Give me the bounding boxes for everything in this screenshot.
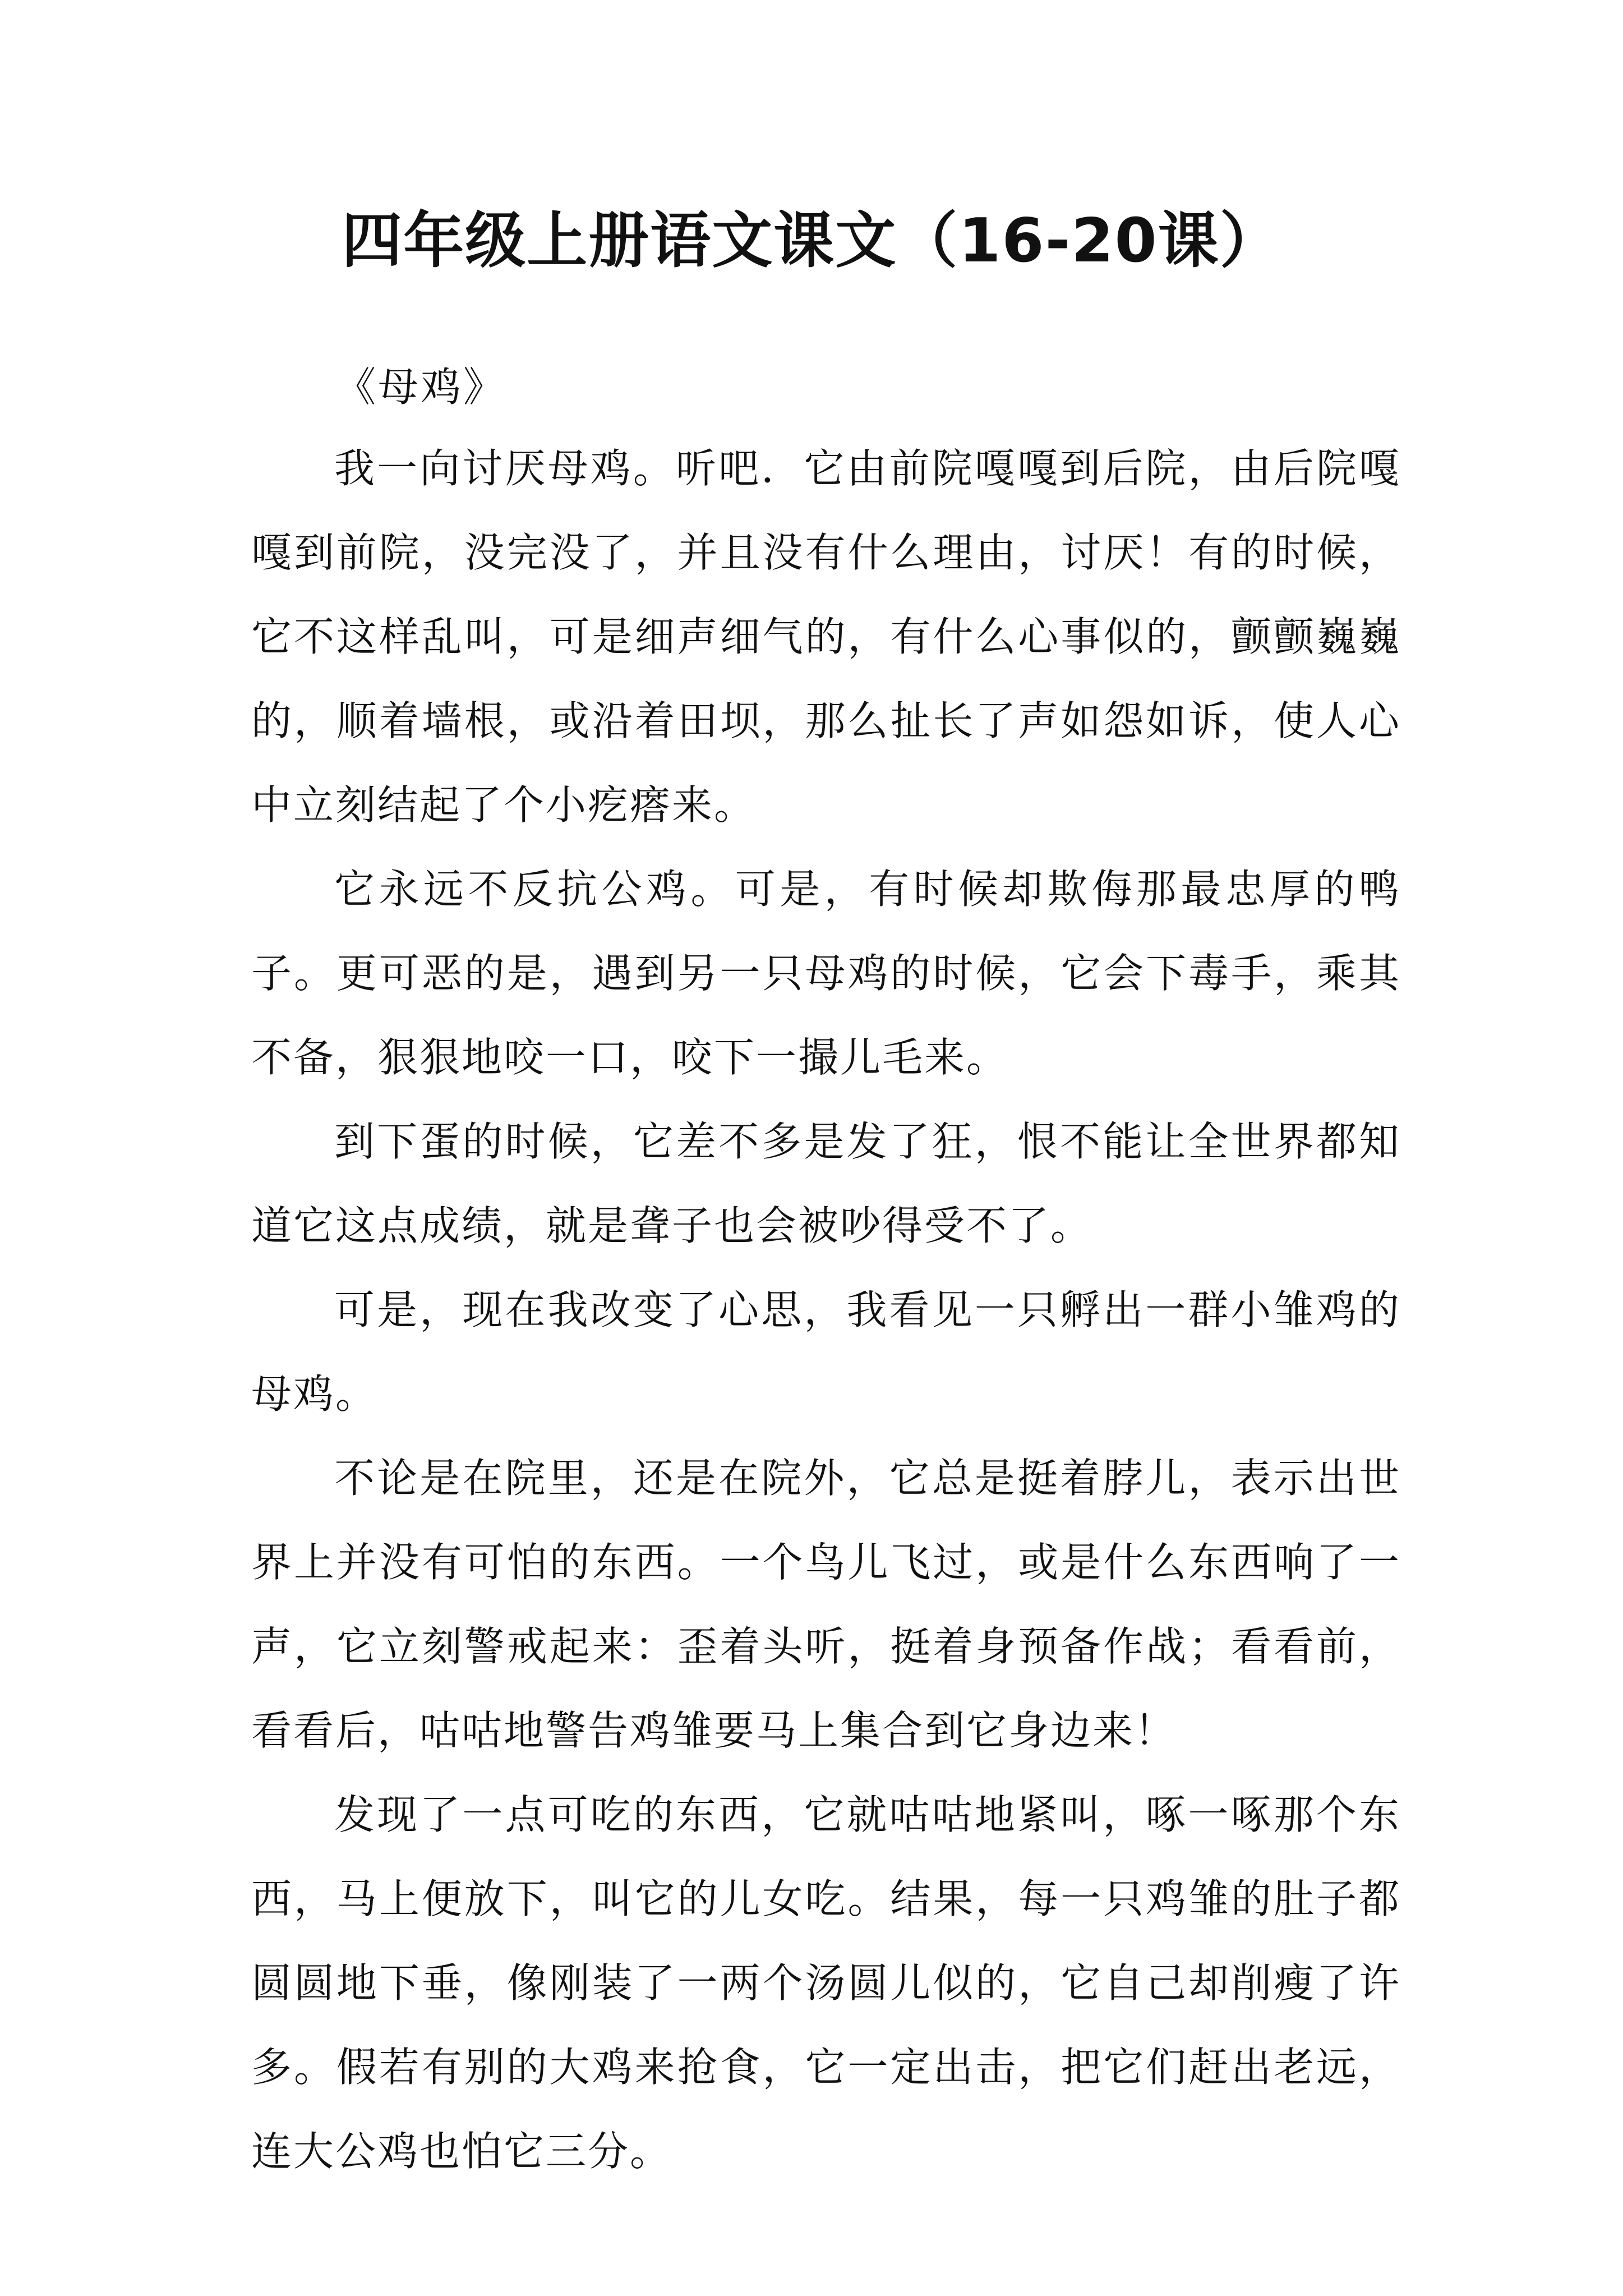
paragraph: 发现了一点可吃的东西，它就咕咕地紧叫，啄一啄那个东西，马上便放下，叫它的儿女吃。结果，每一只鸡雏的肚子都圆圆地下垂，像刚装了一两个汤圆儿似的，它自己却削瘦了许多。假若有别的大鸡来抢食，它一定出击，把它们赶出老远，连大公鸡也怕它三分。: [251, 1791, 1401, 2175]
paragraph: 它永远不反抗公鸡。可是，有时候却欺侮那最忠厚的鸭子。更可恶的是，遇到另一只母鸡的时候，它会下毒手，乘其不备，狠狠地咬一口，咬下一撮儿毛来。: [251, 866, 1401, 1081]
document-body: [251, 348, 1401, 2193]
paragraph: 我一向讨厌母鸡。听吧．它由前院嘎嘎到后院，由后院嘎嘎到前院，没完没了，并且没有什么理由，讨厌！有的时候，它不这样乱叫，可是细声细气的，有什么心事似的，颤颤巍巍的，顺着墙根，或沿着田坝，那么扯长了声如怨如诉，使人心中立刻结起了个小疙瘩来。: [251, 445, 1401, 829]
paragraph: 不论是在院里，还是在院外，它总是挺着脖儿，表示出世界上并没有可怕的东西。一个鸟儿飞过，或是什么东西响了一声，它立刻警戒起来：歪着头听，挺着身预备作战；看看前，看看后，咕咕地警告鸡雏要马上集合到它身边来！: [251, 1455, 1401, 1754]
paragraph: 可是，现在我改变了心思，我看见一只孵出一群小雏鸡的母鸡。: [251, 1286, 1401, 1418]
document-title: 四年级上册语文课文（16-20课）: [342, 206, 1281, 276]
lesson-heading: 《母鸡》: [335, 364, 506, 411]
paragraph: 到下蛋的时候，它差不多是发了狂，恨不能让全世界都知道它这点成绩，就是聋子也会被吵得受不了。: [251, 1118, 1401, 1249]
